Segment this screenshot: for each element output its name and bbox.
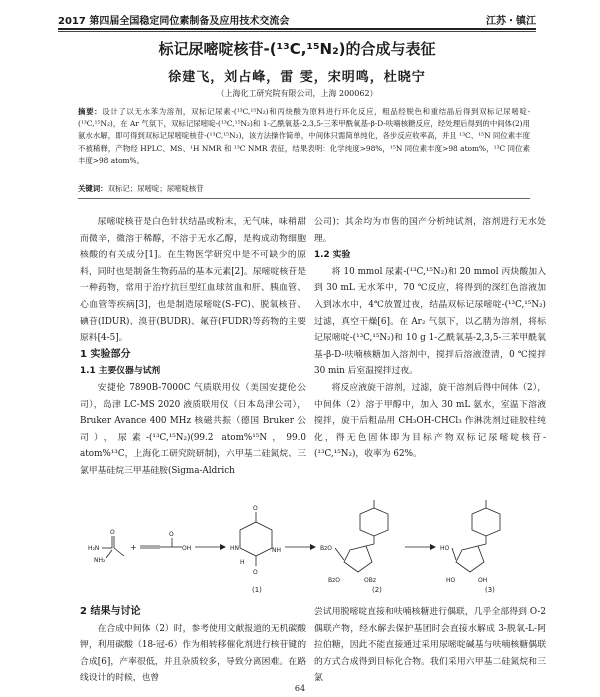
paper-authors: 徐建飞，刘占峰，雷 雯，宋明鸣，杜晓宁 — [168, 70, 426, 85]
abstract-text: 设计了以无水苯为溶剂，双标记尿素-(¹³C,¹⁵N₂)和丙炔酸为原料进行环化反应，粗品经脱色和重结晶后得到双标记尿嘧啶-(¹³C,¹⁵N₂)，在 Ar 气氛下，双标记尿嘧啶-(¹³C,¹⁵N₂)和 1-乙酰氧基-2,3,5-三苯甲酰氧基-β-D-呋喃核糖反应，经处理后得到的中间体(2)用氨水水解，即可得到双标记尿嘧啶核苷-(¹³C,¹⁵N₂)，该方法操作简单，中间体只需简单纯化，各步反应收率高，并且 ¹³C、¹⁵N 同位素丰度不被稀释，产物经 HPLC、MS、¹H NMR 和 ¹³C NMR 表征，结果表明：化学纯度>98%，¹⁵N 同位素丰度>98 atom%，¹³C 同位素丰度>98 atom%。 — [78, 107, 530, 165]
svg-text:NH₂: NH₂ — [94, 557, 106, 564]
synthesis-scheme-figure — [80, 500, 540, 600]
instruments-paragraph: 安捷伦 7890B-7000C 气质联用仪（美国安捷伦公司），岛津 LC-MS 2020 液质联用仪（日本岛津公司），Bruker Avance 400 MHz 核磁共振（德国 Bruker 公司），尿素-(¹³C,¹⁵N₂)(99.2 atom%¹⁵N，99.0 atom%¹³C，上海化工研究院研制)，六甲基二硅氮烷、三氯甲基硅烷三甲基硅胺(Sigma-Aldrich — [80, 382, 306, 476]
results-paragraph-left: 在合成中间体（2）时，参考使用文献报道的无机碳酸钾，利用碳酸（18-冠-6）作为相转移催化剂进行核苷键的合成[6]，产率很低，并且杂质较多，导致分离困难。在路线设计的时候，也曾 — [80, 623, 306, 684]
urea-structure — [88, 529, 124, 564]
page-number: 64 — [294, 684, 306, 693]
labeled-uridine-product — [440, 500, 500, 584]
svg-text:BzO: BzO — [328, 577, 340, 584]
scheme-label-2: (2) — [372, 586, 382, 594]
keywords-label: 关键词： — [78, 184, 108, 193]
subsection-heading-instruments: 1.1 主要仪器与试剂 — [80, 366, 161, 377]
header-rule — [58, 28, 536, 30]
results-left-column — [80, 604, 306, 687]
svg-text:O: O — [253, 505, 258, 512]
left-column — [80, 214, 306, 480]
reagents-continuation: 公司)；其余均为市售的国产分析纯试剂，溶剂进行无水处理。 — [314, 217, 546, 244]
protected-nucleoside-intermediate — [320, 500, 388, 584]
propiolic-acid-structure — [140, 531, 191, 552]
running-head-left: 2017 第四届全国稳定同位素制备及应用技术交流会 — [58, 16, 290, 27]
experiment-paragraph-1: 将 10 mmol 尿素-(¹³C,¹⁵N₂)和 20 mmol 丙炔酸加入到 30 mL 无水苯中，70 ℃反应，将得到的深红色溶液加入到冰水中，4℃放置过夜，结晶双标记尿嘧啶-(¹³C,¹⁵N₂)过滤，真空干燥[6]。在 Ar₂ 气氛下，以乙腈为溶剂，将标记尿嘧啶-(¹³C,¹⁵N₂)和 10 g 1-乙酰氧基-2,3,5-三苯甲酰氧基-β-D-呋喃核糖加入溶剂中，搅拌后溶液澄清，0 ℃搅拌 30 min 后室温搅拌过夜。 — [314, 266, 546, 377]
results-right-column — [314, 604, 546, 687]
labeled-uracil-structure — [230, 505, 281, 576]
svg-text:OH: OH — [182, 545, 192, 552]
svg-text:HN: HN — [230, 545, 239, 552]
running-head — [58, 10, 536, 26]
svg-text:BzO: BzO — [320, 545, 332, 552]
header-rule-thin — [58, 31, 536, 32]
scheme-label-1: (1) — [252, 586, 262, 594]
experiment-paragraph-2: 将反应液旋干溶剂，过滤，旋干溶剂后得中间体（2），中间体（2）溶于甲醇中，加入 30 mL 氨水，室温下溶液搅拌，旋干后粗品用 CH₃OH-CHCl₃ 作淋洗剂过硅胶柱纯化，得无色固体即为目标产物双标记尿嘧啶核苷-(¹³C,¹⁵N₂)，收率为 62%。 — [314, 382, 546, 460]
scheme-label-3: (3) — [485, 586, 495, 594]
keywords-text: 双标记；尿嘧啶；尿嘧啶核苷 — [107, 184, 204, 193]
results-paragraph-right: 尝试用脱嘧啶直接和呋喃核糖进行偶联，几乎全部得到 O-2 偶联产物，经水解去保护基团时会直接水解成 3-脱氧-L-阿拉伯糖，因此不能直接通过采用尿嘧啶碱基与呋喃核糖偶联的方式合成得到目标化合物。我们采用六甲基二硅氮烷和三氯 — [314, 607, 546, 684]
right-column — [314, 214, 546, 463]
abstract-label: 摘要： — [78, 107, 103, 116]
subsection-heading-experiment: 1.2 实验 — [314, 250, 351, 261]
paper-affiliation: （上海化工研究院有限公司，上海 200062） — [216, 89, 378, 98]
running-head-right: 江苏・镇江 — [486, 16, 536, 27]
svg-text:H₂N: H₂N — [88, 545, 100, 552]
svg-text:OBz: OBz — [364, 577, 376, 584]
svg-text:O: O — [110, 529, 115, 536]
svg-text:HO: HO — [440, 545, 450, 552]
section-heading-experimental: 1 实验部分 — [80, 348, 131, 360]
svg-text:O: O — [169, 531, 174, 538]
section-heading-results: 2 结果与讨论 — [80, 606, 141, 617]
svg-text:HO: HO — [446, 577, 456, 584]
svg-text:OH: OH — [478, 577, 488, 584]
svg-text:+: + — [130, 543, 137, 552]
svg-text:O: O — [253, 569, 258, 576]
intro-paragraph: 尿嘧啶核苷是白色针状结晶或粉末，无气味，味稍甜而微辛，微溶于稀醇，不溶于无水乙醇，是构成动物细胞核酸的有关成分[1]。在生物医学研究中是不可缺少的原料，同时也是制备生物药品的基本元素[2]。尿嘧啶核苷是一种药物，常用于治疗抗巨型红血球贫血和肝、胰血管、心血管等疾病[3]，也是制造尿嘧啶(S-FC)、脱氧核苷、碘苷(IDUR)、溴苷(BUDR)、氟苷(FUDR)等药物的主要原料[4-5]。 — [80, 217, 306, 344]
abstract-divider — [78, 198, 530, 199]
svg-text:NH: NH — [272, 547, 281, 554]
paper-title: 标记尿嘧啶核苷-(¹³C,¹⁵N₂)的合成与表征 — [158, 40, 436, 58]
synthesis-scheme — [80, 500, 540, 600]
keywords — [78, 183, 530, 194]
abstract — [78, 106, 530, 167]
svg-text:H: H — [240, 559, 245, 566]
